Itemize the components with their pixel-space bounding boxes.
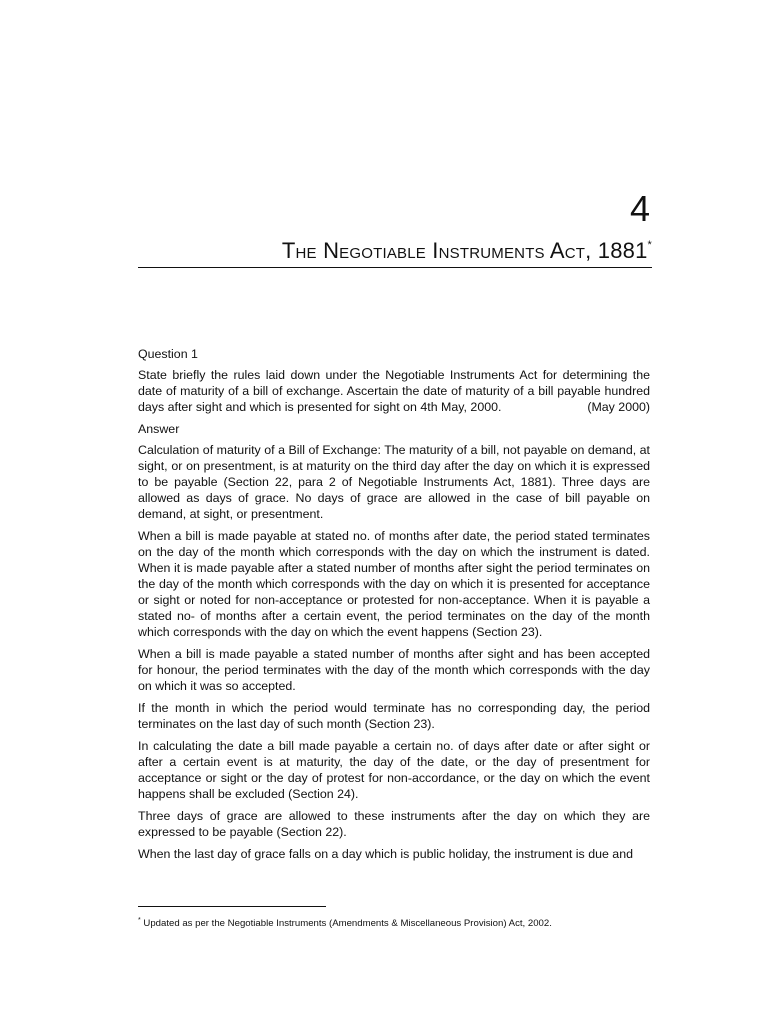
footnote-rule [138, 906, 326, 907]
answer-paragraph: In calculating the date a bill made payable a certain no. of days after date or after sight or after a certain event is at maturity, the day of the date, or the day of presentment for acceptance or sight or the day of protest for non-accordance, or the day on which the event happens shall be excluded (Section 24). [138, 739, 650, 801]
main-content [138, 346, 650, 868]
footnote-mark: * [138, 917, 141, 924]
answer-paragraph: Calculation of maturity of a Bill of Exchange: The maturity of a bill, not payable on demand, at sight, or on presentment, is at maturity on the third day after the day on which it is expressed to be payable (Section 22, para 2 of Negotiable Instruments Act, 1881). Three days are allowed as days of grace. No days of grace are allowed in the case of bill payable on demand, at sight, or presentment. [138, 443, 650, 521]
answer-paragraph: Three days of grace are allowed to these instruments after the day on which they are expressed to be payable (Section 22). [138, 809, 650, 839]
question-reference: (May 2000) [587, 400, 650, 414]
question-text [138, 367, 650, 415]
footnote [138, 914, 552, 930]
answer-paragraph: When the last day of grace falls on a day which is public holiday, the instrument is due and [138, 847, 633, 861]
chapter-title-footnote-mark: * [647, 238, 652, 251]
question-label: Question 1 [138, 347, 198, 361]
title-rule [138, 267, 652, 268]
chapter-number: 4 [629, 188, 650, 229]
answer-label: Answer [138, 422, 180, 436]
chapter-title-text: The Negotiable Instruments Act, 1881 [281, 238, 648, 263]
footnote-text: Updated as per the Negotiable Instruments (Amendments & Miscellaneous Provision) Act, 2002. [143, 918, 552, 930]
question-body: State briefly the rules laid down under the Negotiable Instruments Act for determining the date of maturity of a bill of exchange. Ascertain the date of maturity of a bill payable hundred days after sight and which is presented for sight on 4th May, 2000. [138, 368, 650, 414]
chapter-title [138, 238, 652, 264]
answer-paragraph: If the month in which the period would terminate has no corresponding day, the period terminates on the last day of such month (Section 23). [138, 701, 650, 731]
answer-paragraph: When a bill is made payable a stated number of months after sight and has been accepted for honour, the period terminates with the day of the month which corresponds with the day on which it was so accepted. [138, 647, 650, 693]
answer-paragraph: When a bill is made payable at stated no. of months after date, the period stated terminates on the day of the month which corresponds with the day on which the instrument is dated. When it is made payable after a stated number of months after sight the period terminates on the day of the month which corresponds with the day on which it is presented for acceptance or sight or noted for non-acceptance or protested for non-acceptance. When it is payable a stated no- of months after a certain event, the period terminates on the day of the month which corresponds with the day on which the event happens (Section 23). [138, 529, 650, 639]
